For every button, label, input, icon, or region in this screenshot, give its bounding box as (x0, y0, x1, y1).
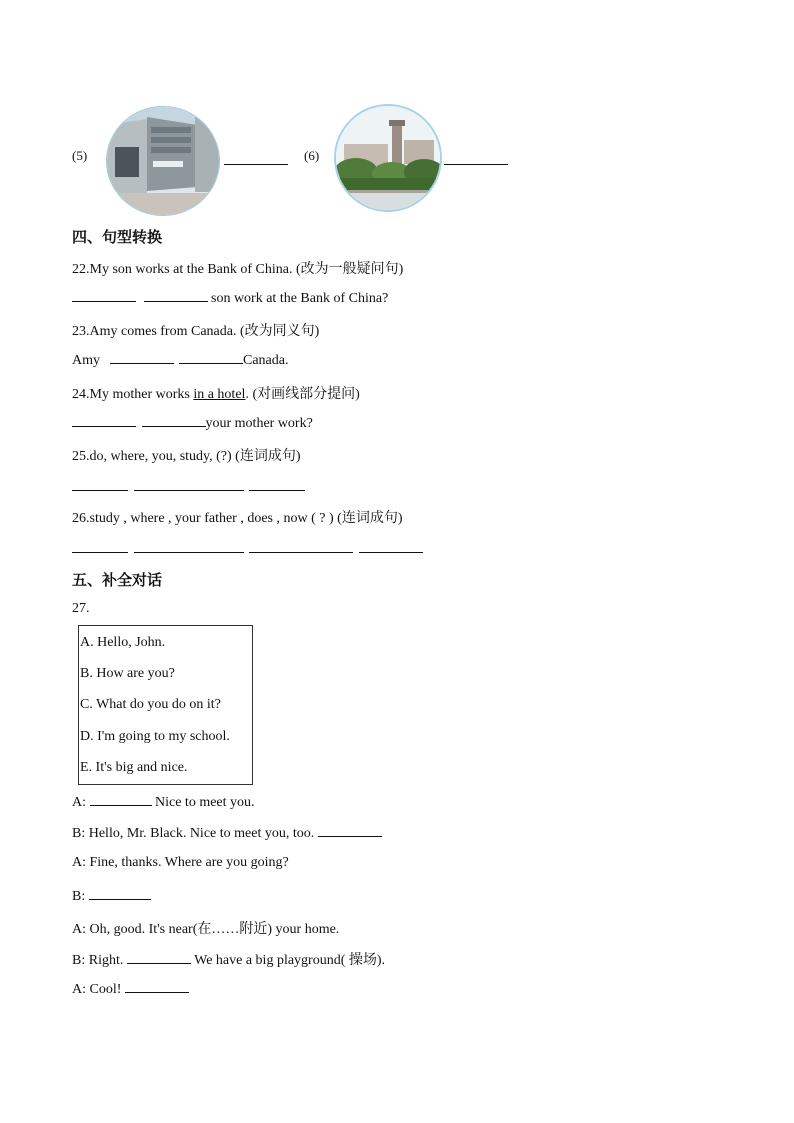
question-24 (72, 383, 360, 403)
section-5-heading: 五、补全对话 (72, 571, 163, 589)
answer-blank[interactable] (249, 540, 353, 553)
answer-blank[interactable] (89, 887, 151, 900)
bank-building-picture (106, 106, 220, 216)
answer-blank[interactable] (72, 540, 128, 553)
answer-23-prefix: Amy (72, 353, 100, 368)
dialogue-line-3 (72, 855, 289, 871)
question-25: 25.do, where, you, study, (?) (连词成句) (72, 449, 301, 464)
dialogue-text: B: Hello, Mr. Black. Nice to meet you, too. (72, 826, 318, 841)
dialogue-line-1 (72, 793, 255, 811)
option-c: C. What do you do on it? (80, 697, 221, 712)
dialogue-text: We have a big playground( 操场). (190, 953, 386, 968)
question-27-number: 27. (72, 601, 90, 616)
option-b: B. How are you? (80, 666, 175, 681)
answer-23-suffix: Canada. (243, 353, 289, 368)
answer-22 (72, 289, 388, 307)
answer-blank[interactable] (72, 414, 136, 427)
option-d: D. I'm going to my school. (80, 729, 230, 744)
dialogue-text: A: (72, 795, 90, 810)
dialogue-line-4 (72, 887, 151, 905)
answer-blank[interactable] (249, 478, 305, 491)
answer-blank[interactable] (134, 540, 244, 553)
question-24-post: . (对画线部分提问) (245, 387, 360, 402)
answer-blank[interactable] (110, 351, 174, 364)
answer-blank-5[interactable] (224, 152, 288, 165)
dialogue-line-2 (72, 824, 382, 842)
city-hall-picture (334, 104, 442, 212)
answer-blank[interactable] (90, 793, 152, 806)
answer-24-suffix: your mother work? (205, 416, 313, 431)
question-24-pre: 24.My mother works (72, 387, 194, 402)
answer-22-text: son work at the Bank of China? (211, 291, 389, 306)
dialogue-line-5 (72, 918, 339, 938)
picture-5-label: (5) (72, 148, 88, 163)
question-23: 23.Amy comes from Canada. (改为同义句) (72, 324, 320, 339)
answer-blank[interactable] (72, 478, 128, 491)
answer-25 (72, 478, 305, 496)
question-26: 26.study , where , your father , does , now ( ? ) (连词成句) (72, 511, 403, 526)
dialogue-text: Nice to meet you. (151, 795, 255, 810)
answer-blank[interactable] (179, 351, 243, 364)
answer-23 (72, 351, 288, 369)
answer-blank[interactable] (125, 980, 189, 993)
answer-blank[interactable] (127, 951, 191, 964)
question-22: 22.My son works at the Bank of China. (改为一般疑问句) (72, 262, 404, 277)
option-a: A. Hello, John. (80, 635, 166, 650)
question-24-underlined: in a hotel (193, 387, 246, 402)
answer-blank[interactable] (318, 824, 382, 837)
dialogue-line-6 (72, 949, 385, 969)
section-4-heading: 四、句型转换 (72, 228, 163, 246)
answer-blank[interactable] (142, 414, 206, 427)
answer-blank[interactable] (72, 289, 136, 302)
answer-blank[interactable] (359, 540, 423, 553)
dialogue-text: A: Fine, thanks. Where are you going? (72, 855, 289, 870)
option-e: E. It's big and nice. (80, 760, 188, 775)
answer-blank[interactable] (134, 478, 244, 491)
answer-26 (72, 540, 423, 558)
answer-blank-6[interactable] (444, 152, 508, 165)
dialogue-text: B: Right. (72, 953, 127, 968)
dialogue-text: B: (72, 889, 89, 904)
dialogue-text: A: Oh, good. It's near(在……附近) your home. (72, 922, 340, 937)
answer-24 (72, 414, 313, 432)
answer-blank[interactable] (144, 289, 208, 302)
picture-6-label: (6) (304, 148, 320, 163)
dialogue-line-7 (72, 980, 189, 998)
dialogue-text: A: Cool! (72, 982, 125, 997)
